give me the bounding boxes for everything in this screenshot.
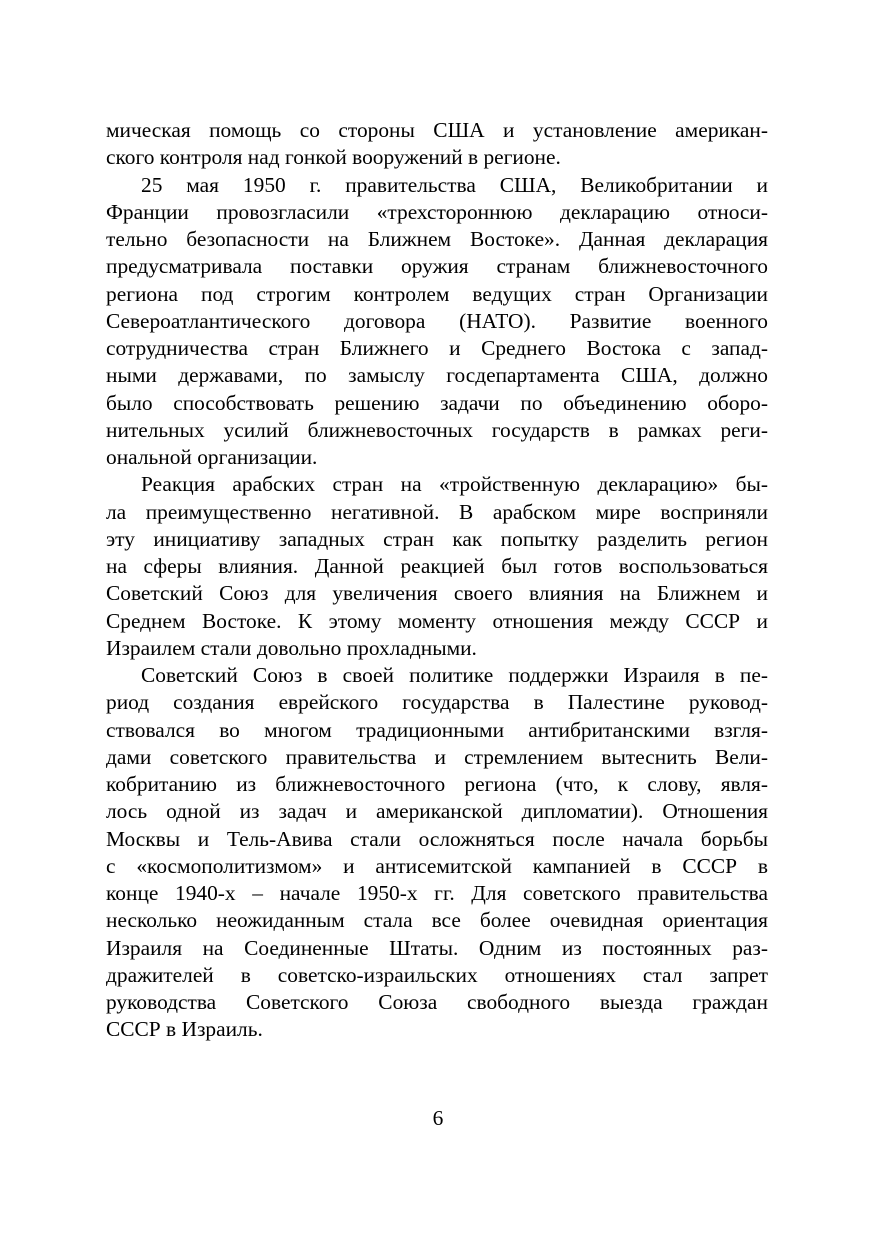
text-line: дами советского правительства и стремлением вытеснить Вели-	[106, 744, 768, 769]
text-line: Франции провозгласили «трехстороннюю декларацию относи-	[106, 199, 768, 224]
text-line: тельно безопасности на Ближнем Востоке». Данная декларация	[106, 227, 768, 251]
text-line: риод создания еврейского государства в Палестине руковод-	[106, 690, 768, 715]
text-line: ла преимущественно негативной. В арабском мире восприняли	[106, 499, 768, 524]
text-line: несколько неожиданным стала все более очевидная ориентация	[106, 908, 768, 933]
text-line: лось одной из задач и американской дипломатии). Отношения	[106, 799, 768, 824]
text-line: Советский Союз для увеличения своего влияния на Ближнем и	[106, 581, 768, 606]
text-line: кобританию из ближневосточного региона (что, к слову, явля-	[106, 772, 768, 796]
text-line: конце 1940-х – начале 1950-х гг. Для советского правительства	[106, 881, 768, 905]
page-body-text	[106, 117, 768, 1044]
text-line: Североатлантического договора (НАТО). Развитие военного	[106, 308, 768, 333]
text-line: Израилем стали довольно прохладными.	[106, 635, 477, 660]
paragraph-4	[106, 662, 768, 1044]
text-line: было способствовать решению задачи по объединению оборо-	[106, 390, 768, 415]
text-line: ными державами, по замыслу госдепартамента США, должно	[106, 363, 768, 388]
text-line: Реакция арабских стран на «тройственную декларацию» бы-	[141, 472, 768, 497]
text-line: Москвы и Тель-Авива стали осложняться после начала борьбы	[106, 826, 768, 851]
text-line: СССР в Израиль.	[106, 1017, 263, 1042]
text-line: нительных усилий ближневосточных государств в рамках реги-	[106, 417, 768, 442]
paragraph-2	[106, 172, 768, 472]
text-line: на сферы влияния. Данной реакцией был готов воспользоваться	[106, 554, 768, 578]
text-line: ствовался во многом традиционными антибританскими взгля-	[106, 717, 768, 742]
text-line: Среднем Востоке. К этому моменту отношения между СССР и	[106, 608, 768, 633]
text-line: ского контроля над гонкой вооружений в регионе.	[106, 145, 561, 170]
page-number: 6	[432, 1106, 444, 1130]
text-line: предусматривала поставки оружия странам ближневосточного	[106, 254, 768, 279]
paragraph-3	[106, 471, 768, 662]
paragraph-1	[106, 117, 768, 172]
text-line: руководства Советского Союза свободного выезда граждан	[106, 990, 768, 1014]
text-line: ональной организации.	[106, 445, 318, 469]
text-line: 25 мая 1950 г. правительства США, Великобритании и	[141, 172, 768, 197]
text-line: Израиля на Соединенные Штаты. Одним из постоянных раз-	[106, 935, 768, 960]
text-line: дражителей в советско-израильских отношениях стал запрет	[106, 962, 768, 987]
text-line: с «космополитизмом» и антисемитской кампанией в СССР в	[106, 853, 768, 878]
text-line: сотрудничества стран Ближнего и Среднего Востока с запад-	[106, 336, 768, 360]
text-line: региона под строгим контролем ведущих стран Организации	[106, 281, 768, 306]
text-line: эту инициативу западных стран как попытку разделить регион	[106, 526, 768, 551]
text-line: мическая помощь со стороны США и установление американ-	[106, 118, 768, 142]
text-line: Советский Союз в своей политике поддержки Израиля в пе-	[141, 663, 768, 687]
